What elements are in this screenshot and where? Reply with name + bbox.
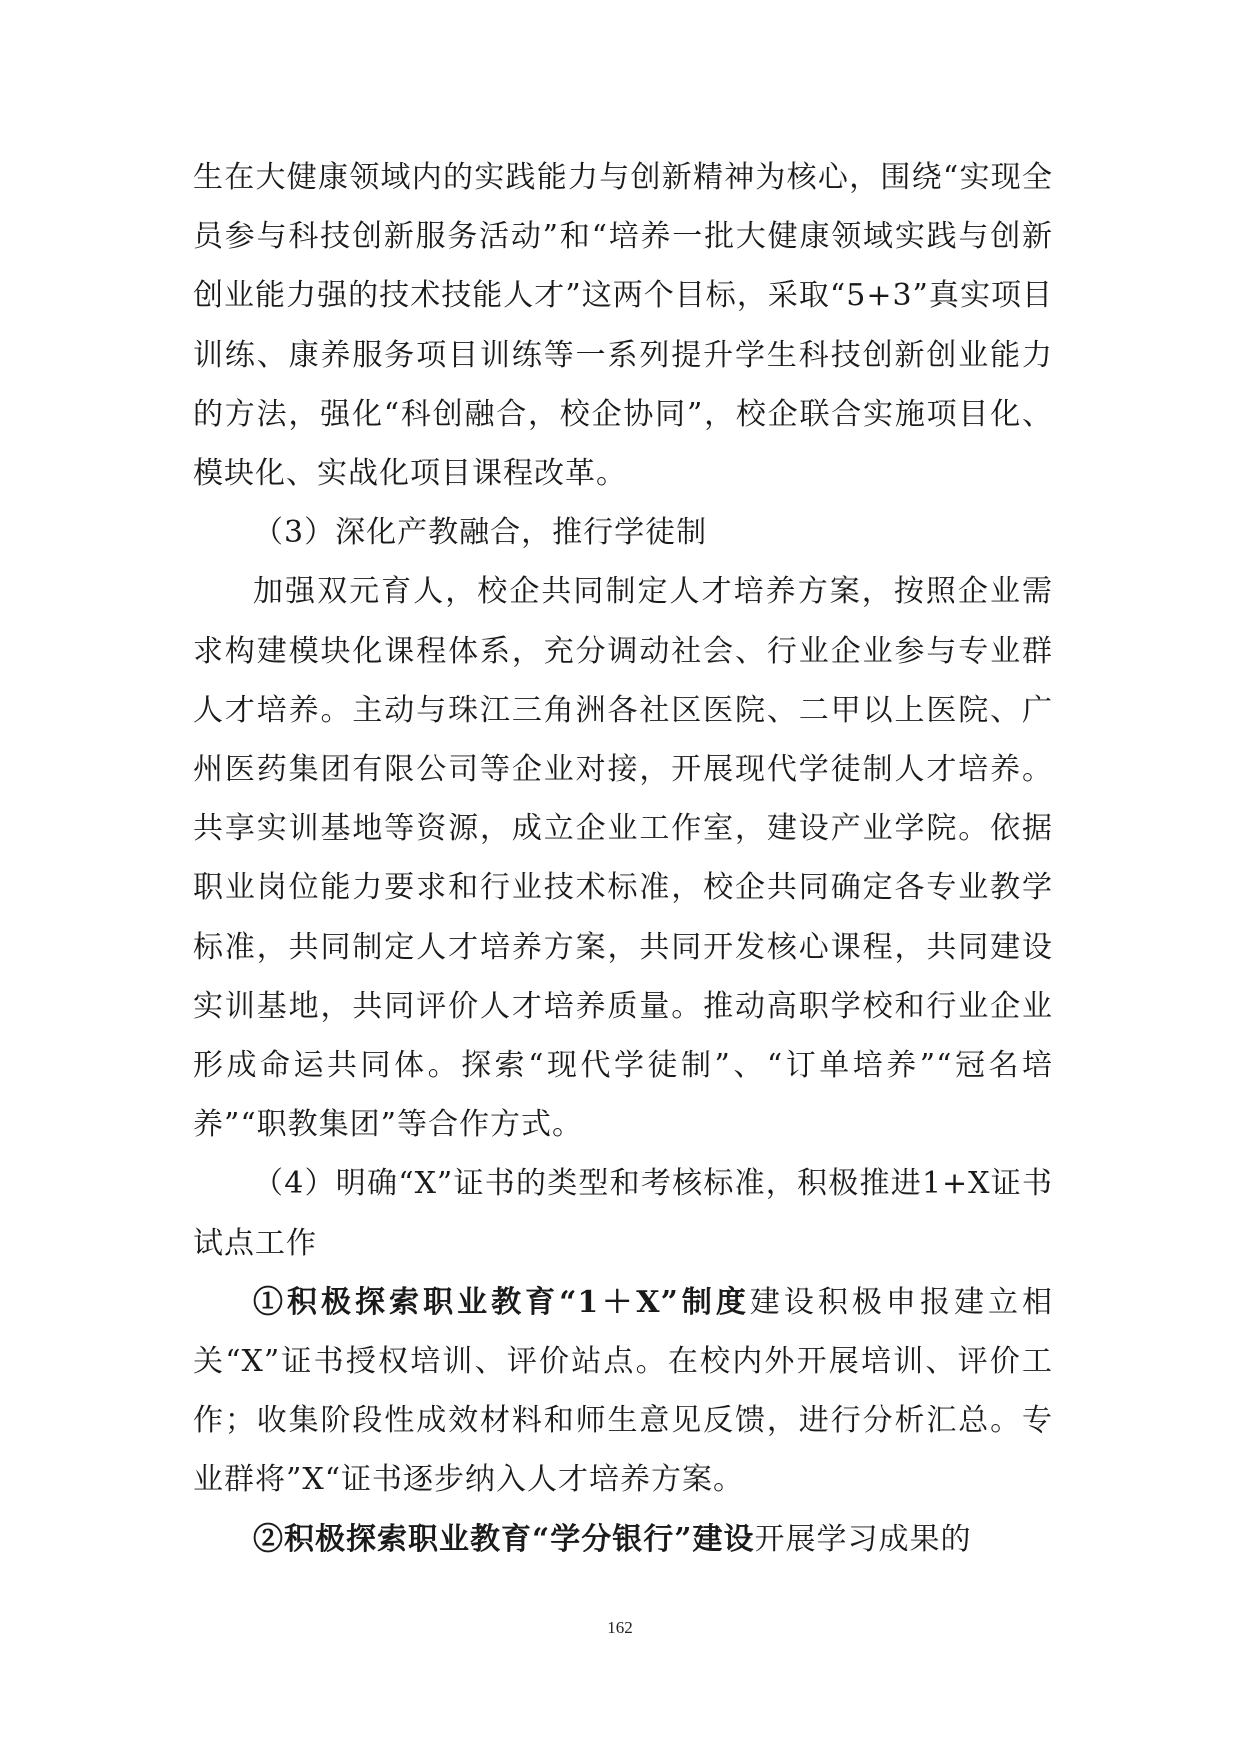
paragraph-1x-system-lead: ①积极探索职业教育“1＋X”制度 — [253, 1284, 750, 1320]
paragraph-credit-bank-lead: ②积极探索职业教育“学分银行”建设 — [253, 1521, 755, 1557]
paragraph-continued: 生在大健康领域内的实践能力与创新精神为核心，围绕“实现全员参与科技创新服务活动”和“培养一批大健康领域实践与创新创业能力强的技术技能人才”这两个目标，采取“5+3”真实项目训练、康养服务项目训练等一系列提升学生科技创新创业能力的方法，强化“科创融合，校企协同”，校企联合实施项目化、模块化、实战化项目课程改革。 — [193, 160, 1053, 492]
section-heading-4: （4）明确“X”证书的类型和考核标准，积极推进1+X证书试点工作 — [193, 1166, 1053, 1261]
document-body — [193, 148, 1053, 1569]
section-heading-3: （3）深化产教融合，推行学徒制 — [253, 515, 708, 551]
paragraph-credit-bank — [193, 1510, 1053, 1569]
paragraph-credit-bank-text: 开展学习成果的 — [754, 1521, 972, 1557]
page-number: 162 — [607, 1618, 633, 1637]
paragraph-1x-system — [193, 1273, 1053, 1510]
paragraph-dual-education: 加强双元育人，校企共同制定人才培养方案，按照企业需求构建模块化课程体系，充分调动社会、行业企业参与专业群人才培养。主动与珠江三角洲各社区医院、二甲以上医院、广州医药集团有限公司等企业对接，开展现代学徒制人才培养。共享实训基地等资源，成立企业工作室，建设产业学院。依据职业岗位能力要求和行业技术标准，校企共同确定各专业教学标准，共同制定人才培养方案，共同开发核心课程，共同建设实训基地，共同评价人才培养质量。推动高职学校和行业企业形成命运共同体。探索“现代学徒制”、“订单培养”“冠名培养”“职教集团”等合作方式。 — [193, 574, 1053, 1143]
paragraph-1x-system-text: 建设积极申报建立相关“X”证书授权培训、评价站点。在校内外开展培训、评价工作；收集阶段性成效材料和师生意见反馈，进行分析汇总。专业群将”X“证书逐步纳入人才培养方案。 — [193, 1284, 1053, 1498]
